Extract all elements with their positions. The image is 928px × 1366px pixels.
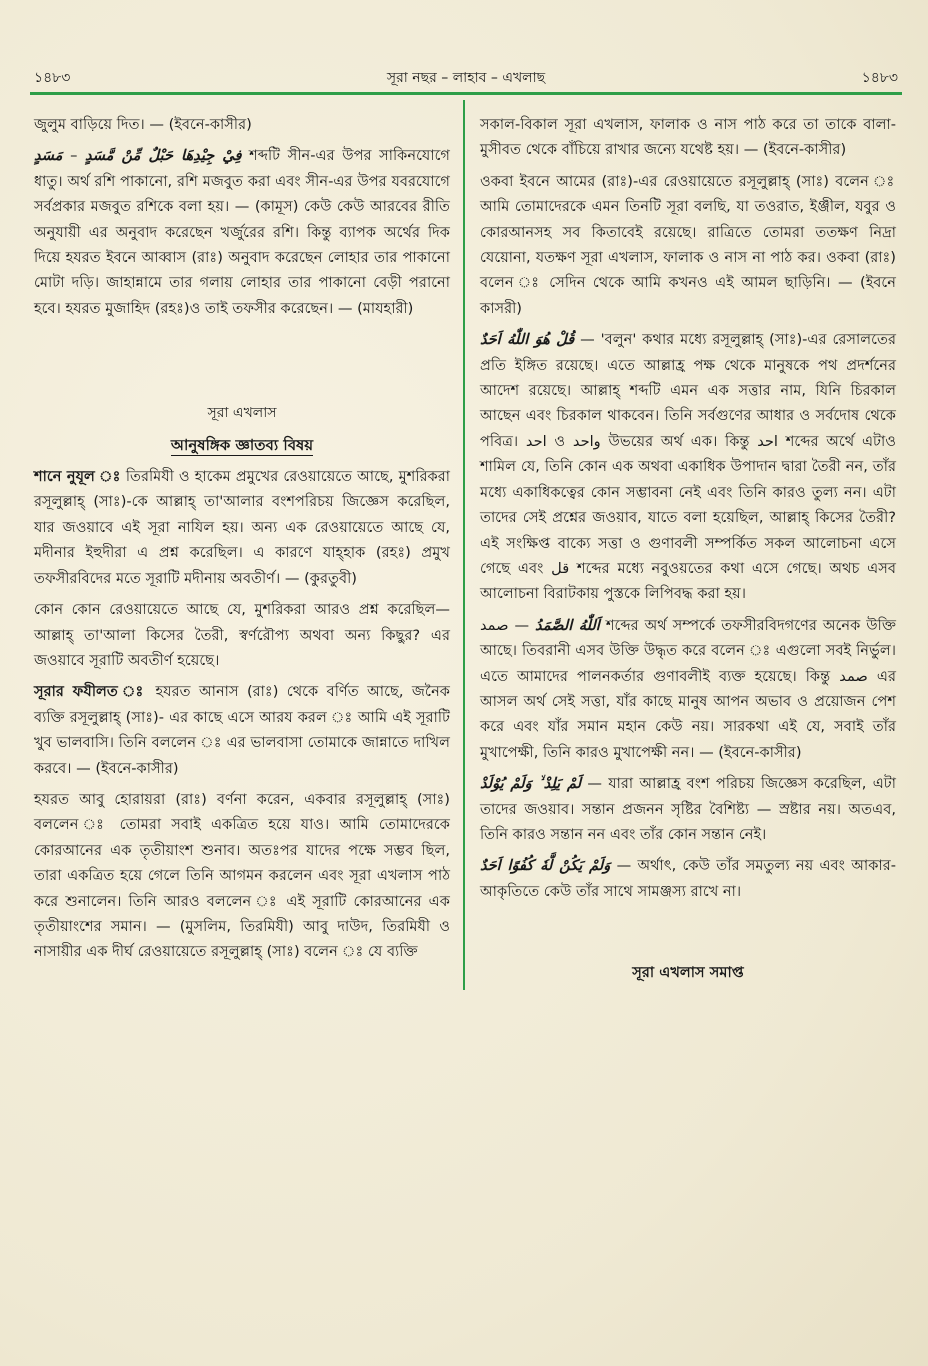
paragraph xyxy=(480,613,896,765)
paragraph: ওকবা ইবনে আমের (রাঃ)-এর রেওয়ায়েতে রসূলুল্লাহ্ (সাঃ) বলেন ঃ আমি তোমাদেরকে এমন তিনটি সূরা বলছি, যা তওরাত, ইঞ্জীল, যবুর ও কোরআনসহ সব কিতাবেই রয়েছে। রাত্রিতে তোমরা ততক্ষণ নিদ্রা যেয়োনা, যতক্ষণ সূরা এখলাস, ফালাক ও নাস না পাঠ কর। ওকবা (রাঃ) বলেন ঃ সেদিন থেকে আমি কখনও এই আমল ছাড়িনি। — (ইবনে কাসরী) xyxy=(480,172,896,317)
paragraph-text: — 'বলুন' কথার মধ্যে রসূলুল্লাহ্ (সাঃ)-এর রেসালতের প্রতি ইঙ্গিত রয়েছে। এতে আল্লাহ্র পক্ষ থেকে মানুষকে পথ প্রদর্শনের আদেশ রয়েছে। আল্লাহ্ শব্দটি এমন এক সত্তার নাম, যিনি চিরকাল আছেন এবং চিরকাল থাকবেন। তিনি সর্বগুণের আধার ও সর্বদোষ থেকে পবিত্র। احد ও واحد উভয়ের অর্থ এক। কিন্তু احد শব্দের অর্থে এটাও শামিল যে, তিনি কোন এক অথবা একাধিক উপাদান দ্বারা তৈরী নন, তাঁর মধ্যে একাধিকত্বের কোন সম্ভাবনা নেই এবং তিনি কারও তুল্য নন। এটা তাদের সেই প্রশ্নের জওয়াব, যাতে বলা হয়েছিল, আল্লাহ্ কিসের তৈরী? এই সংক্ষিপ্ত বাক্যে সত্তা ও গুণাবলী সম্পর্কিত সকল আলোচনা এসে গেছে এবং قل শব্দের মধ্যে নবুওয়তের কথা এসে গেছে। অথচ এসব আলোচনা বিরাটকায় পুস্তকে লিপিবদ্ধ করা হয়। xyxy=(480,331,897,603)
arabic-verse: وَلَمْ يَكُنْ لَّهٗ كُفُوًا اَحَدٌ xyxy=(480,857,611,875)
paragraph-text: — যারা আল্লাহ্র বংশ পরিচয় জিজ্ঞেস করেছিল, এটা তাদের জওয়াব। সন্তান প্রজনন সৃষ্টির বৈশিষ্ট্য — স্রষ্টার নয়। অতএব, তিনি কারও সন্তান নন এবং তাঁর কোন সন্তান নেই। xyxy=(480,775,896,843)
left-column xyxy=(34,112,450,971)
paragraph xyxy=(34,679,450,781)
right-column xyxy=(480,112,896,992)
page-number-left: ১৪৮৩ xyxy=(34,70,71,86)
paragraph-text: — অর্থাৎ, কেউ তাঁর সমতুল্য নয় এবং আকার-আকৃতিতে কেউ তাঁর সাথে সামঞ্জস্য রাখে না। xyxy=(480,857,896,900)
paragraph xyxy=(480,327,896,606)
arabic-verse: فِيْ جِيْدِهَا حَبْلٌ مِّنْ مَّسَدٍ xyxy=(85,147,242,165)
header-rule xyxy=(30,92,902,95)
paragraph: সকাল-বিকাল সূরা এখলাস, ফালাক ও নাস পাঠ করে তা তাকে বালা-মুসীবত থেকে বাঁচিয়ে রাখার জন্যে যথেষ্ট হয়। — (ইবনে-কাসীর) xyxy=(480,116,896,159)
paragraph-text: — صمد শব্দের অর্থ সম্পর্কে তফসীরবিদগণের অনেক উক্তি আছে। তিবরানী এসব উক্তি উদ্ধৃত করে বলেন ঃ এগুলো সবই নির্ভুল। এতে আমাদের পালনকর্তার গুণাবলীই ব্যক্ত হয়েছে। কিন্তু صمد এর আসল অর্থ সেই সত্তা, যাঁর কাছে মানুষ আপন অভাব ও প্রয়োজন পেশ করে এবং যাঁর সমান মহান কেউ নয়। সারকথা এই যে, সবাই তাঁর মুখাপেক্ষী, তিনি কারও মুখাপেক্ষী নন। — (ইবনে-কাসীর) xyxy=(480,616,896,761)
section-heading: আনুষঙ্গিক জ্ঞাতব্য বিষয় xyxy=(170,435,314,454)
surah-end-label: সূরা এখলাস সমাপ্ত xyxy=(632,964,744,982)
paragraph-text: তিরমিযী ও হাকেম প্রমুখের রেওয়ায়েতে আছে, মুশরিকরা রসূলুল্লাহ্ (সাঃ)-কে আল্লাহ্ তা'আলার বংশপরিচয় জিজ্ঞেস করেছিল, যার জওয়াবে এই সূরা নাযিল হয়। অন্য এক রেওয়ায়েতে আছে যে, মদীনার ইহুদীরা এ প্রশ্ন করেছিল। এ কারণে যাহ্হাক (রহঃ) প্রমুখ তফসীরবিদের মতে সূরাটি মদীনায় অবতীর্ণ। — (কুরতুবী) xyxy=(34,468,450,587)
paragraph xyxy=(480,771,896,847)
paragraph xyxy=(480,853,896,904)
paragraph: কোন কোন রেওয়ায়েতে আছে যে, মুশরিকরা আরও প্রশ্ন করেছিল—আল্লাহ্ তা'আলা কিসের তৈরী, স্বর্ণরৌপ্য অথবা অন্য কিছুর? এর জওয়াবে সূরাটি অবতীর্ণ হয়েছে। xyxy=(34,601,450,669)
paragraph-lead: শানে নুযূল ঃ xyxy=(34,468,121,486)
paragraph-lead: সূরার ফযীলত ঃ xyxy=(34,683,148,701)
arabic-verse: قُلْ هُوَ اللّٰهُ اَحَدٌ xyxy=(480,331,575,349)
page-number-right: ১৪৮৩ xyxy=(861,70,898,86)
paragraph xyxy=(34,464,450,591)
paragraph: জুলুম বাড়িয়ে দিত। — (ইবনে-কাসীর) xyxy=(34,116,252,133)
paragraph-text: হযরত আনাস (রাঃ) থেকে বর্ণিত আছে, জনৈক ব্যক্তি রসূলুল্লাহ্ (সাঃ)- এর কাছে এসে আরয করল ঃ আমি এই সূরাটি খুব ভালবাসি। তিনি বললেন ঃ এর ভালবাসা তোমাকে জান্নাতে দাখিল করবে। — (ইবনে-কাসীর) xyxy=(34,683,450,777)
arabic-verse: لَمْ يَلِدْ ۙ وَلَمْ يُوْلَدْ xyxy=(480,775,582,793)
header-title: সূরা নছর – লাহাব – এখলাছ xyxy=(386,70,546,86)
paragraph: فِيْ جِيْدِهَا حَبْلٌ مِّنْ مَّسَدٍ – مَسَدٍ শব্দটি সীন-এর উপর সাকিনযোগে ধাতু। অর্থ রশি পাকানো, রশি মজবুত করা এবং সীন-এর উপর যবরযোগে সর্বপ্রকার মজবুত রশিকে বলা হয়। — (কামূস) কেউ কেউ আরবের রীতি অনুযায়ী এর অনুবাদ করেছেন খর্জুরের রশি। কিন্তু ব্যাপক অর্থের দিক দিয়ে হযরত ইবনে আব্বাস (রাঃ) অনুবাদ করেছেন লোহার তার পাকানো মোটা দড়ি। জাহান্নামে তার গলায় লোহার তার পাকানো বেড়ী পরানো হবে। হযরত মুজাহিদ (রহঃ)ও তাই তফসীর করেছেন। — (মাযহারী) xyxy=(34,147,451,317)
column-divider xyxy=(463,100,465,990)
running-header xyxy=(30,62,902,88)
arabic-word: مَسَدٍ xyxy=(34,147,63,165)
section-name: সূরা এখলাস xyxy=(207,405,277,422)
paragraph-text: শব্দটি সীন-এর উপর সাকিনযোগে ধাতু। অর্থ রশি পাকানো, রশি মজবুত করা এবং সীন-এর উপর যবরযোগে সর্বপ্রকার মজবুত রশিকে বলা হয়। — (কামূস) কেউ কেউ আরবের রীতি অনুযায়ী এর অনুবাদ করেছেন খর্জুরের রশি। কিন্তু ব্যাপক অর্থের দিক দিয়ে হযরত ইবনে আব্বাস (রাঃ) অনুবাদ করেছেন লোহার তার পাকানো মোটা দড়ি। জাহান্নামে তার গলায় লোহার তার পাকানো বেড়ী পরানো হবে। হযরত মুজাহিদ (রহঃ)ও তাই তফসীর করেছেন। — (মাযহারী) xyxy=(34,147,451,317)
paragraph: হযরত আবু হোরায়রা (রাঃ) বর্ণনা করেন, একবার রসূলুল্লাহ্ (সাঃ) বললেন ঃ তোমরা সবাই একত্রিত হয়ে যাও। আমি তোমাদেরকে কোরআনের এক তৃতীয়াংশ শুনাব। অতঃপর যাদের পক্ষে সম্ভব ছিল, তারা একত্রিত হয়ে গেলে তিনি আগমন করলেন এবং সূরা এখলাস পাঠ করে শুনালেন। তিনি আরও বললেন ঃ এই সূরাটি কোরআনের এক তৃতীয়াংশের সমান। — (মুসলিম, তিরমিযী) আবু দাউদ, তিরমিযী ও নাসায়ীর এক দীর্ঘ রেওয়ায়েতে রসূলুল্লাহ্ (সাঃ) বলেন ঃ যে ব্যক্তি xyxy=(34,790,450,961)
arabic-verse: اَللّٰهُ الصَّمَدُ xyxy=(535,616,600,634)
